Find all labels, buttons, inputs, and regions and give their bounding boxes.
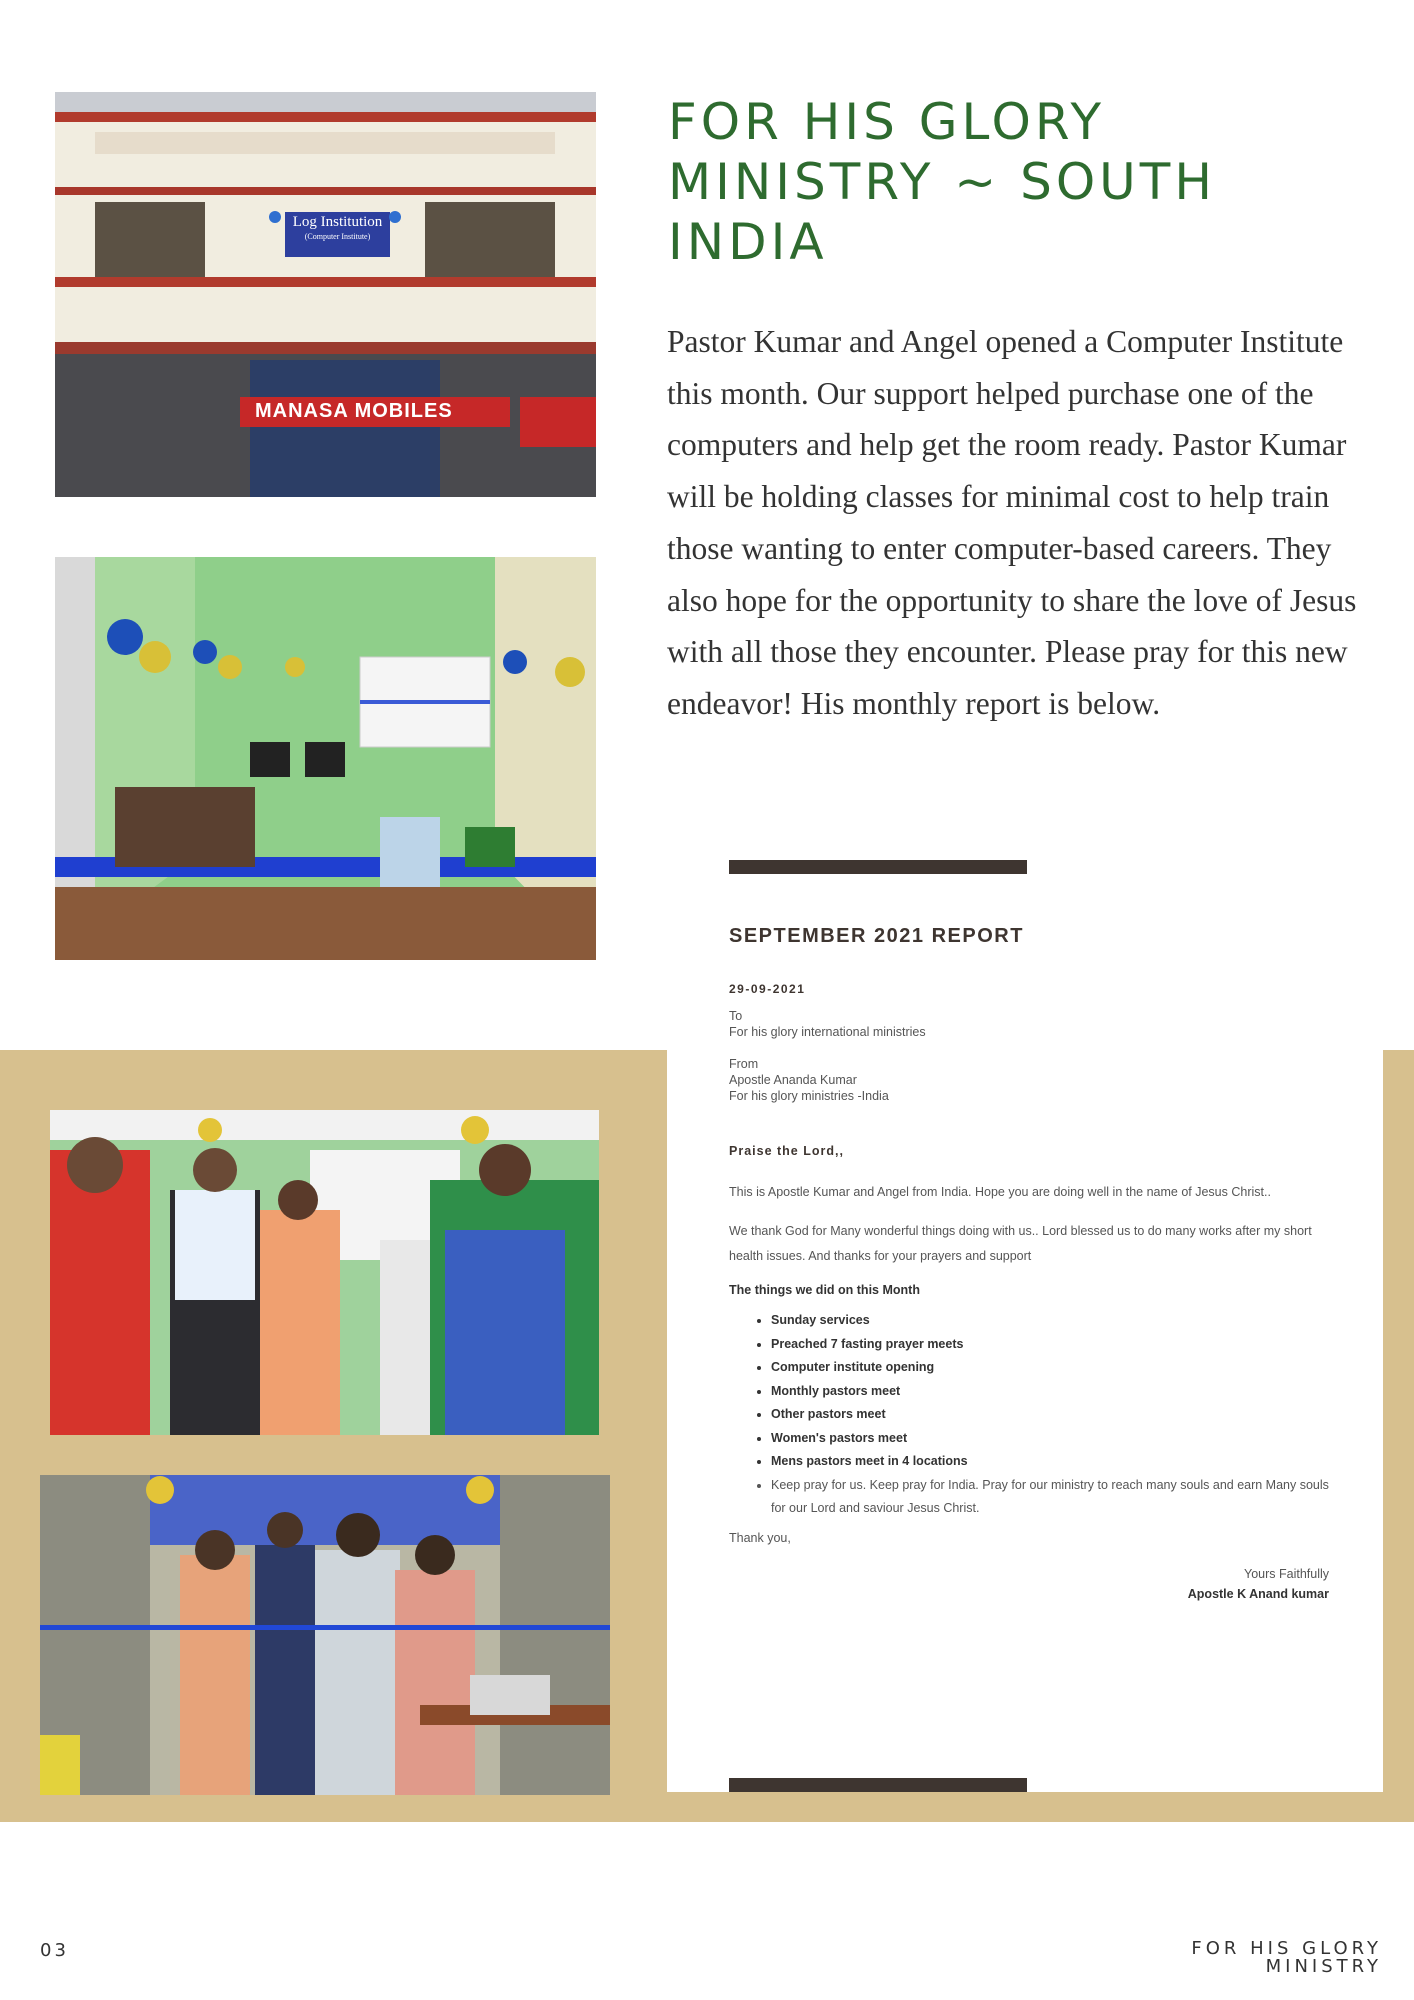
- page-number: 03: [40, 1940, 69, 1961]
- report-greeting: Praise the Lord,,: [729, 1144, 844, 1158]
- footer-brand-line-1: FOR HIS GLORY: [1191, 1938, 1382, 1959]
- list-item: • Women's pastors meet: [771, 1427, 1329, 1451]
- photo-classroom: [55, 557, 596, 960]
- report-paragraph-1: This is Apostle Kumar and Angel from India. Hope you are doing well in the name of Jesus Christ..: [729, 1185, 1271, 1199]
- report-heading: SEPTEMBER 2021 REPORT: [729, 925, 1024, 947]
- list-item: • Computer institute opening: [771, 1356, 1329, 1380]
- footer-brand: [1191, 1940, 1382, 1976]
- report-body: [729, 925, 1329, 1601]
- report-activity-list: [729, 1309, 1329, 1521]
- report-thanks: Thank you,: [729, 1530, 791, 1545]
- photo-ribbon-cutting: [40, 1475, 610, 1795]
- footer-brand-line-2: MINISTRY: [1265, 1956, 1382, 1977]
- list-item: • Sunday services: [771, 1309, 1329, 1333]
- monthly-report-card: [667, 860, 1383, 1792]
- photo-institute-building: [55, 92, 596, 497]
- report-to-value: For his glory international ministries: [729, 1025, 926, 1039]
- report-date: 29-09-2021: [729, 982, 806, 996]
- list-item: • Mens pastors meet in 4 locations: [771, 1450, 1329, 1474]
- report-top-bar: [729, 860, 1027, 874]
- report-paragraph-2: We thank God for Many wonderful things doing with us.. Lord blessed us to do many works after my short health issues. And thanks for your prayers and support: [729, 1224, 1312, 1263]
- list-item: • Monthly pastors meet: [771, 1380, 1329, 1404]
- list-item: • Preached 7 fasting prayer meets: [771, 1333, 1329, 1357]
- report-from-org: For his glory ministries -India: [729, 1089, 889, 1103]
- intro-paragraph: Pastor Kumar and Angel opened a Computer Institute this month. Our support helped purchase one of the computers and help get the room ready. Pastor Kumar will be holding classes for minimal cost to help train those wanting to enter computer-based careers. They also hope for the opportunity to share the love of Jesus with all those they encounter. Please pray for this new endeavor! His monthly report is below.: [667, 324, 1357, 721]
- list-item: • Keep pray for us. Keep pray for India. Pray for our ministry to reach many souls and earn Many souls for our Lord and saviour Jesus Christ.: [771, 1474, 1329, 1521]
- shop-sign-text: MANASA MOBILES: [255, 400, 453, 422]
- list-item: • Other pastors meet: [771, 1403, 1329, 1427]
- page-title: FOR HIS GLORY MINISTRY ~ SOUTH INDIA: [668, 93, 1216, 271]
- photo-group-celebration: [50, 1110, 599, 1435]
- report-from-label: From: [729, 1057, 759, 1071]
- report-bottom-bar: [729, 1778, 1027, 1792]
- report-from-name: Apostle Ananda Kumar: [729, 1073, 857, 1087]
- report-things-heading: The things we did on this Month: [729, 1283, 920, 1297]
- report-signature: Apostle K Anand kumar: [1187, 1586, 1329, 1601]
- institute-sign-text: Log Institution (Computer Institute): [292, 214, 383, 241]
- report-to-label: To: [729, 1009, 743, 1023]
- report-closing: Yours Faithfully: [1244, 1566, 1329, 1581]
